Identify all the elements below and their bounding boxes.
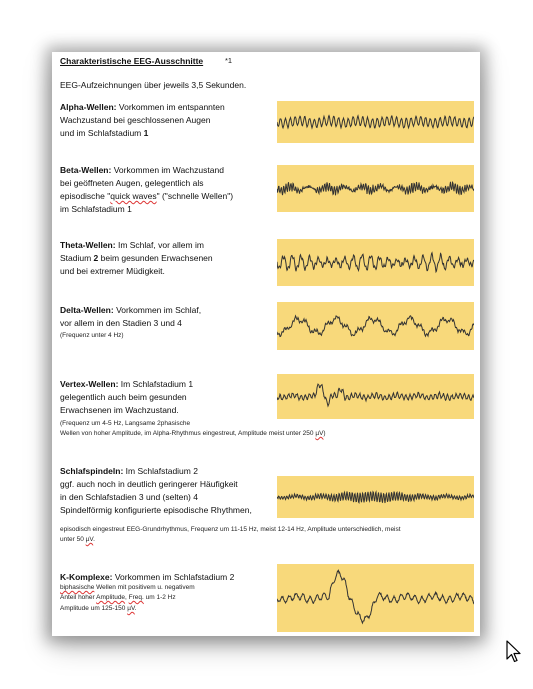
vertex-heading: Vertex-Wellen: [60, 379, 119, 389]
beta-line-4: im Schlafstadium 1 [60, 204, 132, 214]
delta-line-1: Vorkommen im Schlaf, [116, 305, 202, 315]
spindles-note-1: episodisch eingestreut EEG-Grundrhythmus, Frequenz um 11-15 Hz, meist 12-14 Hz, Amplitude unterschiedlich, meist [60, 526, 401, 533]
spindles-note-end: . [93, 536, 95, 543]
beta-line-3b: quick waves [110, 191, 157, 201]
kcomplex-note-2c: , [125, 594, 129, 601]
spindles-line-2: ggf. auch noch in deutlich geringerer Häufigkeit [60, 479, 238, 489]
beta-trace-line [277, 182, 474, 196]
beta-line-1: Vorkommen im Wachzustand [113, 165, 224, 175]
mouse-pointer-icon [505, 640, 523, 664]
kcomplex-note-2b: Amplitude [96, 594, 126, 601]
spindles-note-unit: µV [85, 536, 94, 543]
alpha-heading: Alpha-Wellen: [60, 102, 117, 112]
vertex-line-2: gelegentlich auch beim gesunden [60, 392, 187, 402]
theta-stage: 2 [93, 253, 99, 263]
theta-line-2a: Stadium [60, 253, 94, 263]
vertex-trace-line [277, 384, 474, 406]
beta-heading: Beta-Wellen: [60, 165, 112, 175]
spindles-heading: Schlafspindeln: [60, 466, 124, 476]
intro-text: EEG-Aufzeichnungen über jeweils 3,5 Sekunden. [60, 80, 247, 90]
theta-eeg-trace [277, 239, 474, 286]
theta-trace-line [277, 253, 474, 272]
delta-line-2: vor allem in den Stadien 3 und 4 [60, 318, 182, 328]
vertex-eeg-trace [277, 374, 474, 419]
vertex-note-end: ) [323, 430, 326, 437]
kcomplex-note-2a: Anteil hoher [60, 594, 97, 601]
kcomplex-note-2d: Freq. [128, 594, 144, 601]
kcomplex-heading: K-Komplexe: [60, 572, 113, 582]
beta-line-3a: episodische " [60, 191, 111, 201]
beta-line-2: bei geöffneten Augen, gelegentlich als [60, 178, 204, 188]
document-title: Charakteristische EEG-Ausschnitte [60, 56, 204, 66]
spindles-trace-line [277, 492, 474, 504]
delta-heading: Delta-Wellen: [60, 305, 114, 315]
spindles-eeg-trace [277, 476, 474, 518]
kcomplex-trace-line [277, 571, 474, 624]
kcomplex-note-1b: Wellen mit positivem u. negativem [94, 584, 195, 591]
theta-line-3: und bei extremer Müdigkeit. [60, 266, 165, 276]
delta-note: (Frequenz unter 4 Hz) [60, 332, 124, 339]
delta-trace-line [277, 316, 474, 337]
vertex-note-1: (Frequenz um 4-5 Hz, Langsame 2phasische [60, 420, 191, 427]
kcomplex-note-3: Amplitude um 125-150 [60, 605, 128, 612]
alpha-stage: 1 [143, 128, 149, 138]
kcomplex-note-end: . [134, 605, 137, 612]
document-page [52, 52, 480, 636]
alpha-line-3: und im Schlafstadium [60, 128, 144, 138]
footnote-mark: *1 [225, 56, 233, 65]
kcomplex-note-unit: µV [127, 605, 135, 612]
delta-eeg-trace [277, 302, 474, 350]
spindles-line-1: Im Schlafstadium 2 [125, 466, 198, 476]
spindles-note-2: unter 50 [60, 536, 86, 543]
theta-line-2c: beim gesunden Erwachsenen [98, 253, 213, 263]
kcomplex-note-1a: biphasische [60, 584, 95, 591]
vertex-note-unit: µV [315, 430, 324, 437]
beta-eeg-trace [277, 165, 474, 212]
vertex-line-3: Erwachsenen im Wachzustand. [60, 405, 179, 415]
vertex-note-2: Wellen von hoher Amplitude, im Alpha-Rhythmus eingestreut, Amplitude meist unter 250 [60, 430, 316, 437]
theta-heading: Theta-Wellen: [60, 240, 116, 250]
spindles-line-4: Spindelförmig konfigurierte episodische Rhythmen, [60, 505, 252, 515]
beta-line-3c: " ("schnelle Wellen") [156, 191, 234, 201]
kcomplex-line-1: Vorkommen im Schlafstadium 2 [114, 572, 235, 582]
kcomplex-eeg-trace [277, 564, 474, 632]
theta-line-1: Im Schlaf, vor allem im [117, 240, 204, 250]
alpha-line-1: Vorkommen im entspannten [118, 102, 225, 112]
alpha-line-2: Wachzustand bei geschlossenen Augen [60, 115, 211, 125]
spindles-line-3: in den Schlafstadien 3 und (selten) 4 [60, 492, 198, 502]
alpha-trace-line [277, 116, 474, 128]
vertex-line-1: Im Schlafstadium 1 [120, 379, 194, 389]
alpha-eeg-trace [277, 101, 474, 143]
kcomplex-note-2e: um 1-2 Hz [143, 594, 176, 601]
